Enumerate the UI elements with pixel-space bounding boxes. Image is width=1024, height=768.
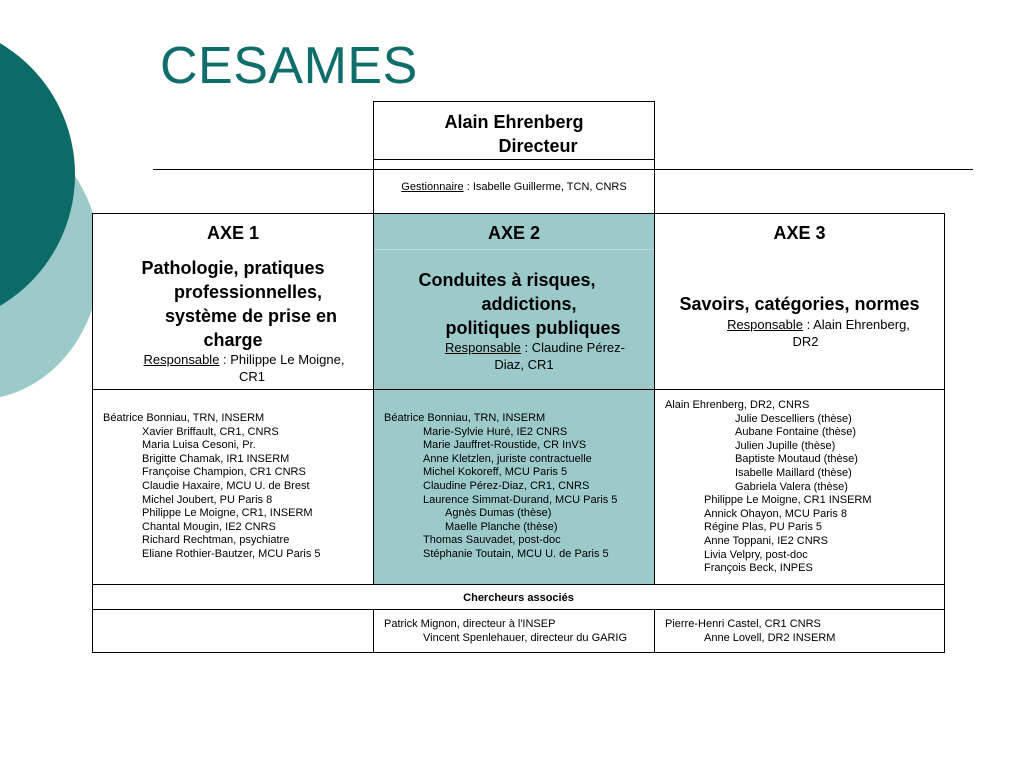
member-item: Maelle Planche (thèse) <box>445 520 558 533</box>
member-item: Baptiste Moutaud (thèse) <box>735 453 858 466</box>
member-item: Béatrice Bonniau, TRN, INSERM <box>384 412 546 424</box>
member-item: Aubane Fontaine (thèse) <box>735 426 857 439</box>
associate-item: Pierre-Henri Castel, CR1 CNRS <box>665 618 821 630</box>
axe3-header-cell <box>654 213 945 390</box>
axe2-associates-cell <box>373 609 655 653</box>
member-item: Brigitte Chamak, IR1 INSERM <box>142 452 290 465</box>
axe3-resp-value-2: DR2 <box>792 334 819 349</box>
axe1-responsable <box>93 351 373 385</box>
associate-item: Anne Lovell, DR2 INSERM <box>704 631 836 644</box>
member-item: Xavier Briffault, CR1, CNRS <box>142 425 279 438</box>
axe3-label: AXE 3 <box>773 223 826 243</box>
axe1-resp-value-2: CR1 <box>238 369 265 384</box>
member-item: Laurence Simmat-Durand, MCU Paris 5 <box>423 493 618 506</box>
axe2-header-separator <box>374 249 654 250</box>
axe3-resp-label: Responsable <box>727 317 803 332</box>
axe1-heading-line: Pathologie, pratiques <box>141 258 325 278</box>
axe1-heading <box>93 256 373 352</box>
gestionnaire-line <box>374 181 654 193</box>
member-item: Anne Kletzlen, juriste contractuelle <box>423 452 592 465</box>
axe1-heading-line: professionnelles, <box>173 282 323 302</box>
member-item: Gabriela Valera (thèse) <box>735 480 848 493</box>
axe2-responsable <box>374 339 654 373</box>
axe1-members-list <box>103 412 321 562</box>
axe3-heading <box>655 292 944 316</box>
axe1-header-cell <box>92 213 374 390</box>
member-item: Julie Descelliers (thèse) <box>735 412 852 425</box>
gestionnaire-label: Gestionnaire <box>401 181 464 193</box>
member-item: Stéphanie Toutain, MCU U. de Paris 5 <box>423 547 609 560</box>
axe3-associates-cell <box>654 609 945 653</box>
axe1-associates-cell <box>92 609 374 653</box>
associate-item: Patrick Mignon, directeur à l'INSEP <box>384 618 556 630</box>
member-item: Richard Rechtman, psychiatre <box>142 534 290 547</box>
member-item: Anne Toppani, IE2 CNRS <box>704 534 828 547</box>
axe2-heading-line: addictions, <box>481 294 577 314</box>
axe3-responsable <box>655 316 944 350</box>
member-item: Régine Plas, PU Paris 5 <box>704 521 822 534</box>
org-table <box>92 213 945 653</box>
axe2-resp-value: : Claudine Pérez- <box>520 340 625 355</box>
member-item: Marie-Sylvie Huré, IE2 CNRS <box>423 425 568 438</box>
director-divider-lower <box>374 169 654 170</box>
axe2-members-cell <box>373 389 655 585</box>
axe2-heading <box>374 268 654 340</box>
director-divider <box>374 159 654 160</box>
member-item: Julien Jupille (thèse) <box>735 439 836 452</box>
axe2-header-cell <box>373 213 655 390</box>
axe1-resp-label: Responsable <box>143 352 220 367</box>
member-item: Isabelle Maillard (thèse) <box>735 466 852 479</box>
member-item: Claudine Pérez-Diaz, CR1, CNRS <box>423 479 590 492</box>
axe2-resp-label: Responsable <box>445 340 521 355</box>
axe2-heading-line: Conduites à risques, <box>418 270 596 290</box>
member-item: Michel Joubert, PU Paris 8 <box>142 493 273 506</box>
director-role: Directeur <box>498 136 578 156</box>
axe3-associates-list <box>665 618 835 645</box>
director-heading <box>374 110 654 158</box>
axe3-heading-line: Savoirs, catégories, normes <box>679 294 920 314</box>
axe2-associates-list <box>384 618 627 645</box>
director-box <box>373 101 655 215</box>
gestionnaire-value: : Isabelle Guillerme, TCN, CNRS <box>463 181 627 193</box>
axe1-heading-line: système de prise en <box>164 306 338 326</box>
associates-label: Chercheurs associés <box>463 592 574 604</box>
axe2-heading-line: politiques publiques <box>445 318 621 338</box>
director-name: Alain Ehrenberg <box>444 112 584 132</box>
member-item: Agnès Dumas (thèse) <box>445 507 552 520</box>
axe1-members-cell <box>92 389 374 585</box>
axe2-resp-value-2: Diaz, CR1 <box>494 357 554 372</box>
member-item: Béatrice Bonniau, TRN, INSERM <box>103 412 265 424</box>
slide-title: CESAMES <box>160 37 418 95</box>
member-item: Chantal Mougin, IE2 CNRS <box>142 520 276 533</box>
member-item: Marie Jauffret-Roustide, CR InVS <box>423 439 587 452</box>
member-item: François Beck, INPES <box>704 562 813 575</box>
axe1-label: AXE 1 <box>206 223 260 243</box>
member-item: Thomas Sauvadet, post-doc <box>423 534 561 547</box>
member-item: Annick Ohayon, MCU Paris 8 <box>704 507 848 520</box>
member-item: Philippe Le Moigne, CR1 INSERM <box>704 494 872 507</box>
member-item: Alain Ehrenberg, DR2, CNRS <box>665 399 810 411</box>
member-item: Claudie Haxaire, MCU U. de Brest <box>142 479 310 492</box>
axe3-resp-value: : Alain Ehrenberg, <box>802 317 910 332</box>
associates-header-cell <box>92 584 945 610</box>
axe2-members-list <box>384 412 617 562</box>
member-item: Philippe Le Moigne, CR1, INSERM <box>142 507 313 520</box>
axe1-resp-value: : Philippe Le Moigne, <box>219 352 345 367</box>
member-item: Françoise Champion, CR1 CNRS <box>142 466 306 479</box>
axe3-members-list <box>665 399 872 576</box>
associate-item: Vincent Spenlehauer, directeur du GARIG <box>423 631 628 644</box>
axe1-heading-line: charge <box>203 330 263 350</box>
member-item: Maria Luisa Cesoni, Pr. <box>142 439 256 452</box>
member-item: Eliane Rothier-Bautzer, MCU Paris 5 <box>142 547 321 560</box>
axe2-label: AXE 2 <box>487 223 541 243</box>
member-item: Livia Velpry, post-doc <box>704 548 808 561</box>
axe3-members-cell <box>654 389 945 585</box>
member-item: Michel Kokoreff, MCU Paris 5 <box>423 466 568 479</box>
